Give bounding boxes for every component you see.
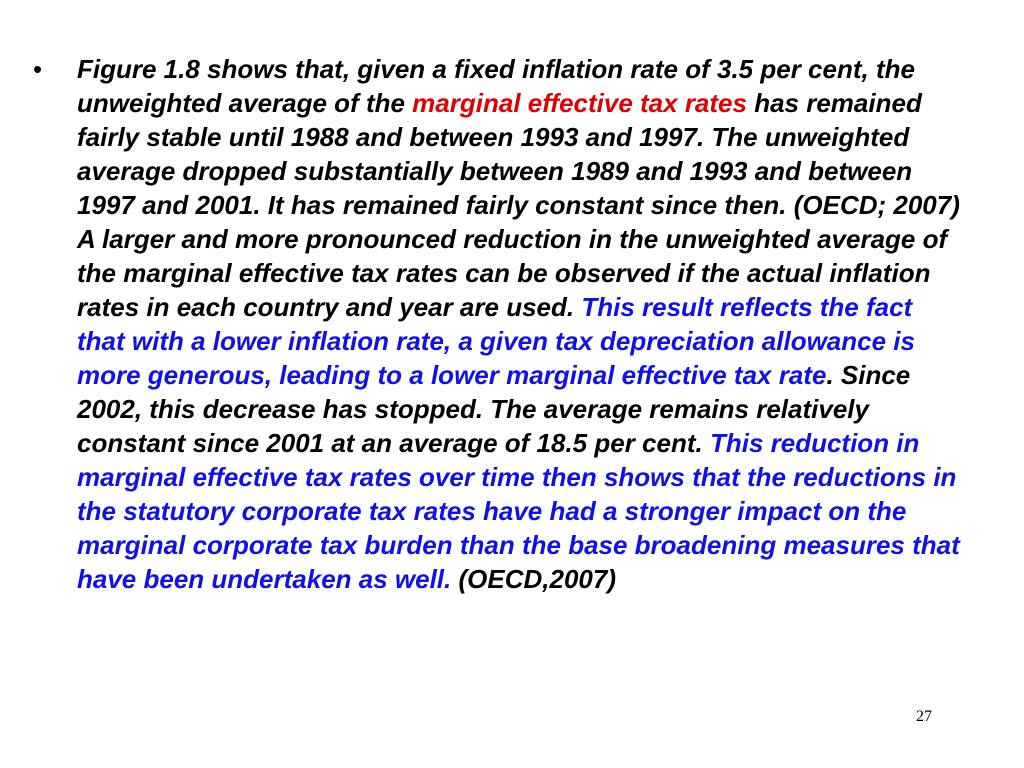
text-segment-citation: (OECD,2007)	[451, 564, 616, 594]
page-number: 27	[916, 708, 932, 725]
text-segment-highlight-blue-1: This result reflects the fact that with a lower inflation rate, a given tax depreciation allowance is more generous, leading to a lower marginal effective tax rate	[77, 292, 915, 390]
text-segment-intro: Figure 1.8 shows that, given a fixed inflation rate of 3.5 per cent, the unweighted average of the	[77, 54, 915, 118]
text-segment-highlight-red: marginal effective tax rates	[412, 88, 747, 118]
text-segment-body: has remained fairly stable until 1988 and between 1993 and 1997. The unweighted average dropped substantially between 1989 and 1993 and between 1997 and 2001. It has remained fairly constant since then. (OECD; 2007) A larger and more pronounced reduction in the unweighted average of the marginal effective tax rates can be observed if the actual inflation rates in each country and year are used.	[77, 88, 960, 322]
bullet-item	[33, 52, 973, 596]
text-segment-middle: . Since 2002, this decrease has stopped. The average remains relatively constant since 2001 at an average of 18.5 per cent.	[77, 360, 911, 458]
bullet-paragraph	[77, 52, 967, 596]
bullet-marker: •	[33, 54, 43, 84]
text-segment-highlight-blue-2: This reduction in marginal effective tax rates over time then shows that the reductions in the statutory corporate tax rates have had a stronger impact on the marginal corporate tax burden than the base broadening measures that have been undertaken as well.	[77, 428, 960, 594]
